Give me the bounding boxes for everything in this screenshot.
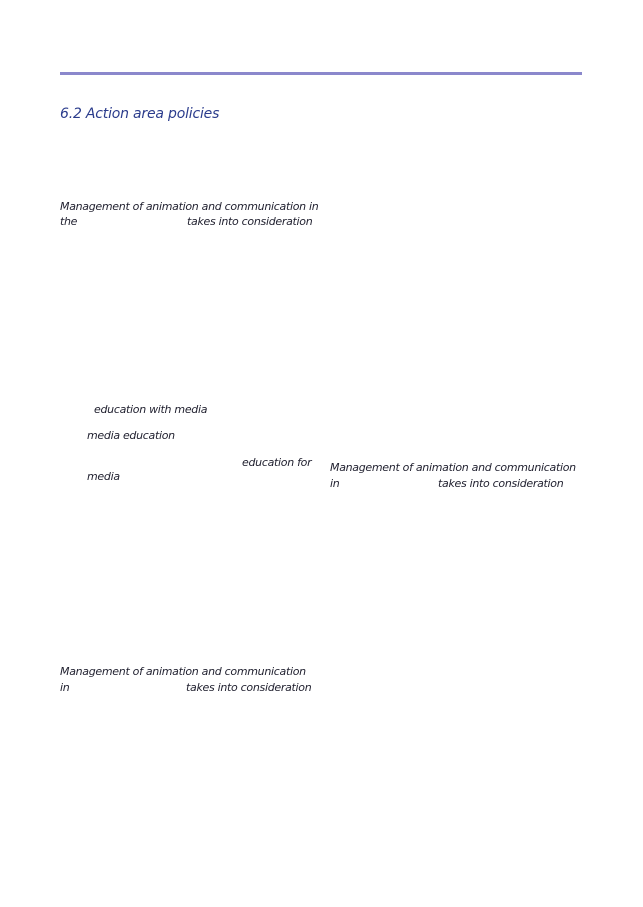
paragraph-text: in [60,681,70,694]
paragraph-text: Management of animation and communication [60,665,306,678]
paragraph-text: takes into consideration [187,215,313,228]
paragraph-management-2 [330,460,584,491]
paragraph-text: takes into consideration [438,477,564,490]
paragraph-text: Management of animation and communication [330,461,576,474]
term-education-with-media: education with media [94,403,208,416]
paragraph-text: in [330,477,340,490]
paragraph-management-1 [60,199,319,229]
paragraph-line [60,664,314,680]
paragraph-line [60,680,314,695]
paragraph-management-3 [60,664,314,695]
paragraph-line [330,460,584,476]
paragraph-line [60,199,319,214]
term-media: media [87,470,120,483]
term-education-for: education for [242,456,312,469]
header-rule [60,72,582,75]
term-media-education: media education [87,429,175,442]
paragraph-text: Management of animation and communication in [60,200,319,213]
paragraph-text: takes into consideration [186,681,312,694]
paragraph-line [330,476,584,491]
section-heading: 6.2 Action area policies [60,106,220,122]
paragraph-line [60,214,314,229]
paragraph-text: the [60,215,78,228]
